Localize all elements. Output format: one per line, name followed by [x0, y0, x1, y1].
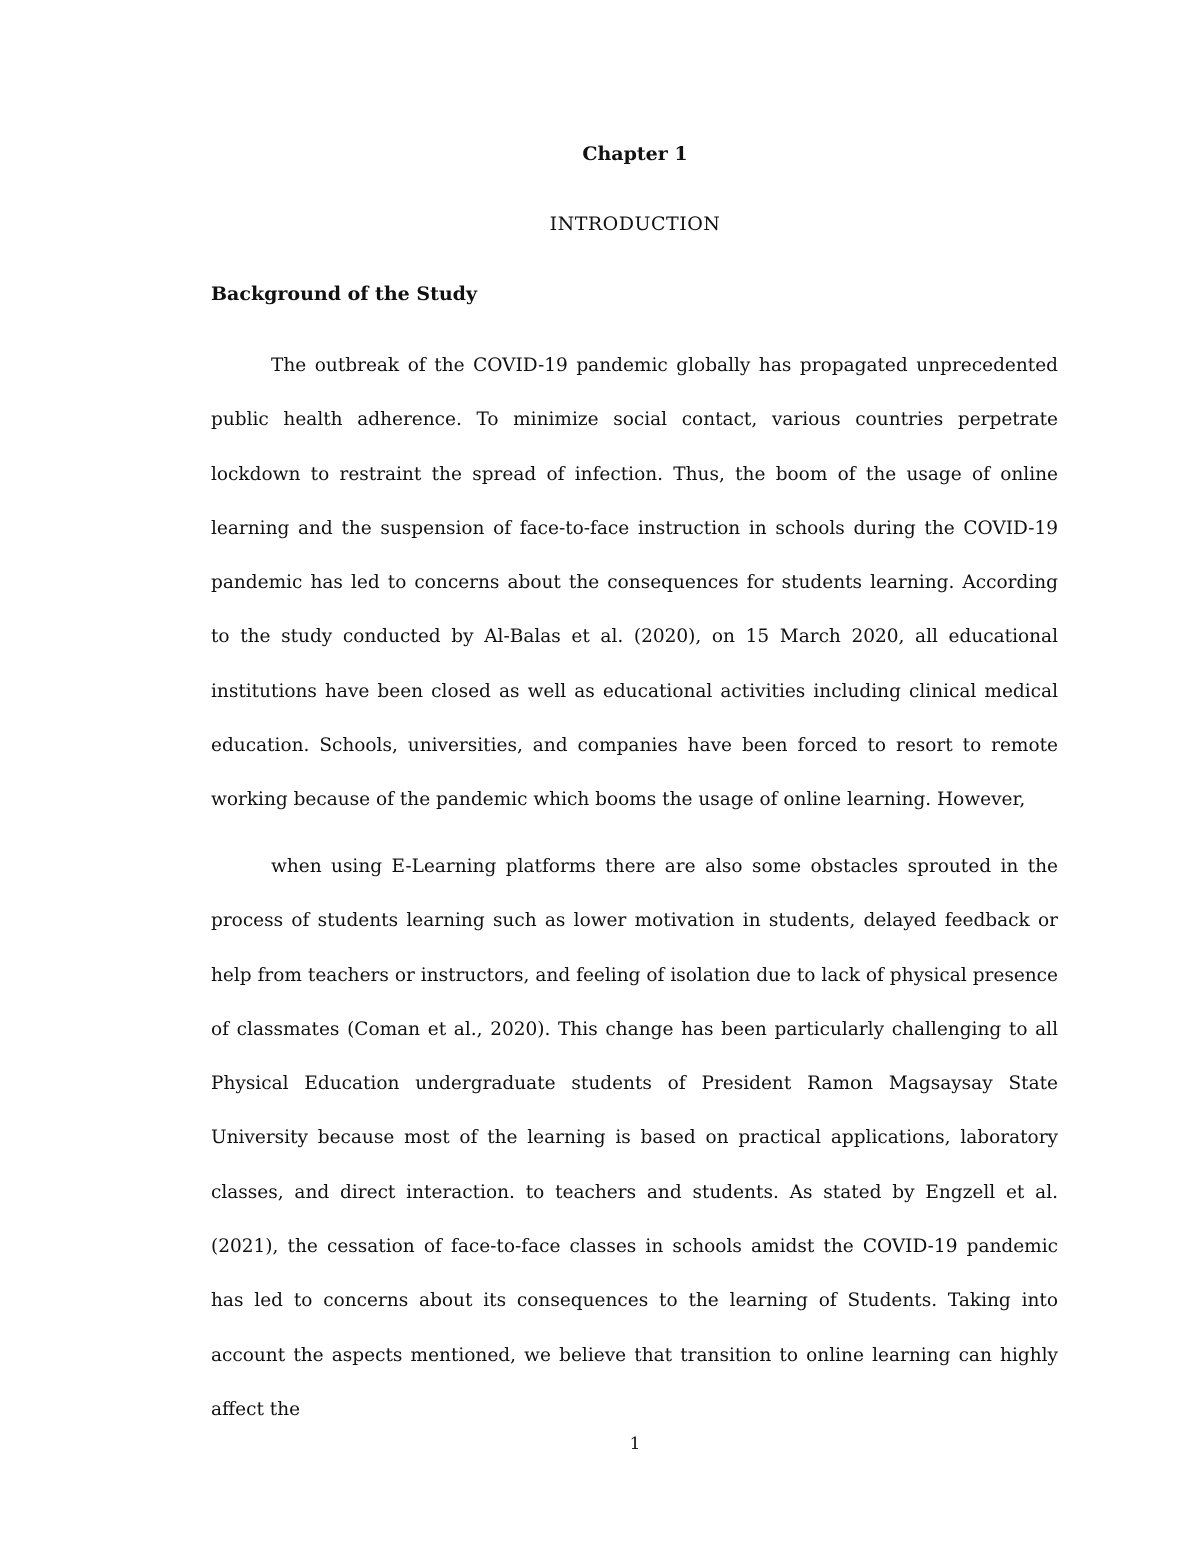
- subsection-heading: Background of the Study: [211, 283, 477, 305]
- chapter-title: Chapter 1: [582, 143, 688, 165]
- paragraph-1: The outbreak of the COVID-19 pandemic globally has propagated unprecedented public health adherence. To minimize social contact, various countries perpetrate lockdown to restraint the spread of infection. Thus, the boom of the usage of online learning and the suspension of face-to-face instruction in schools during the COVID-19 pandemic has led to concerns about the consequences for students learning. According to the study conducted by Al-Balas et al. (2020), on 15 March 2020, all educational institutions have been closed as well as educational activities including clinical medical education. Schools, universities, and companies have been forced to resort to remote working because of the pandemic which booms the usage of online learning. However,: [211, 355, 1058, 811]
- page-number: 1: [629, 1434, 641, 1454]
- section-title: INTRODUCTION: [549, 213, 721, 235]
- paragraph-2: when using E-Learning platforms there are also some obstacles sprouted in the process of students learning such as lower motivation in students, delayed feedback or help from teachers or instructors, and feeling of isolation due to lack of physical presence of classmates (Coman et al., 2020). This change has been particularly challenging to all Physical Education undergraduate students of President Ramon Magsaysay State University because most of the learning is based on practical applications, laboratory classes, and direct interaction. to teachers and students. As stated by Engzell et al. (2021), the cessation of face-to-face classes in schools amidst the COVID-19 pandemic has led to concerns about its consequences to the learning of Students. Taking into account the aspects mentioned, we believe that transition to online learning can highly affect the: [211, 856, 1058, 1420]
